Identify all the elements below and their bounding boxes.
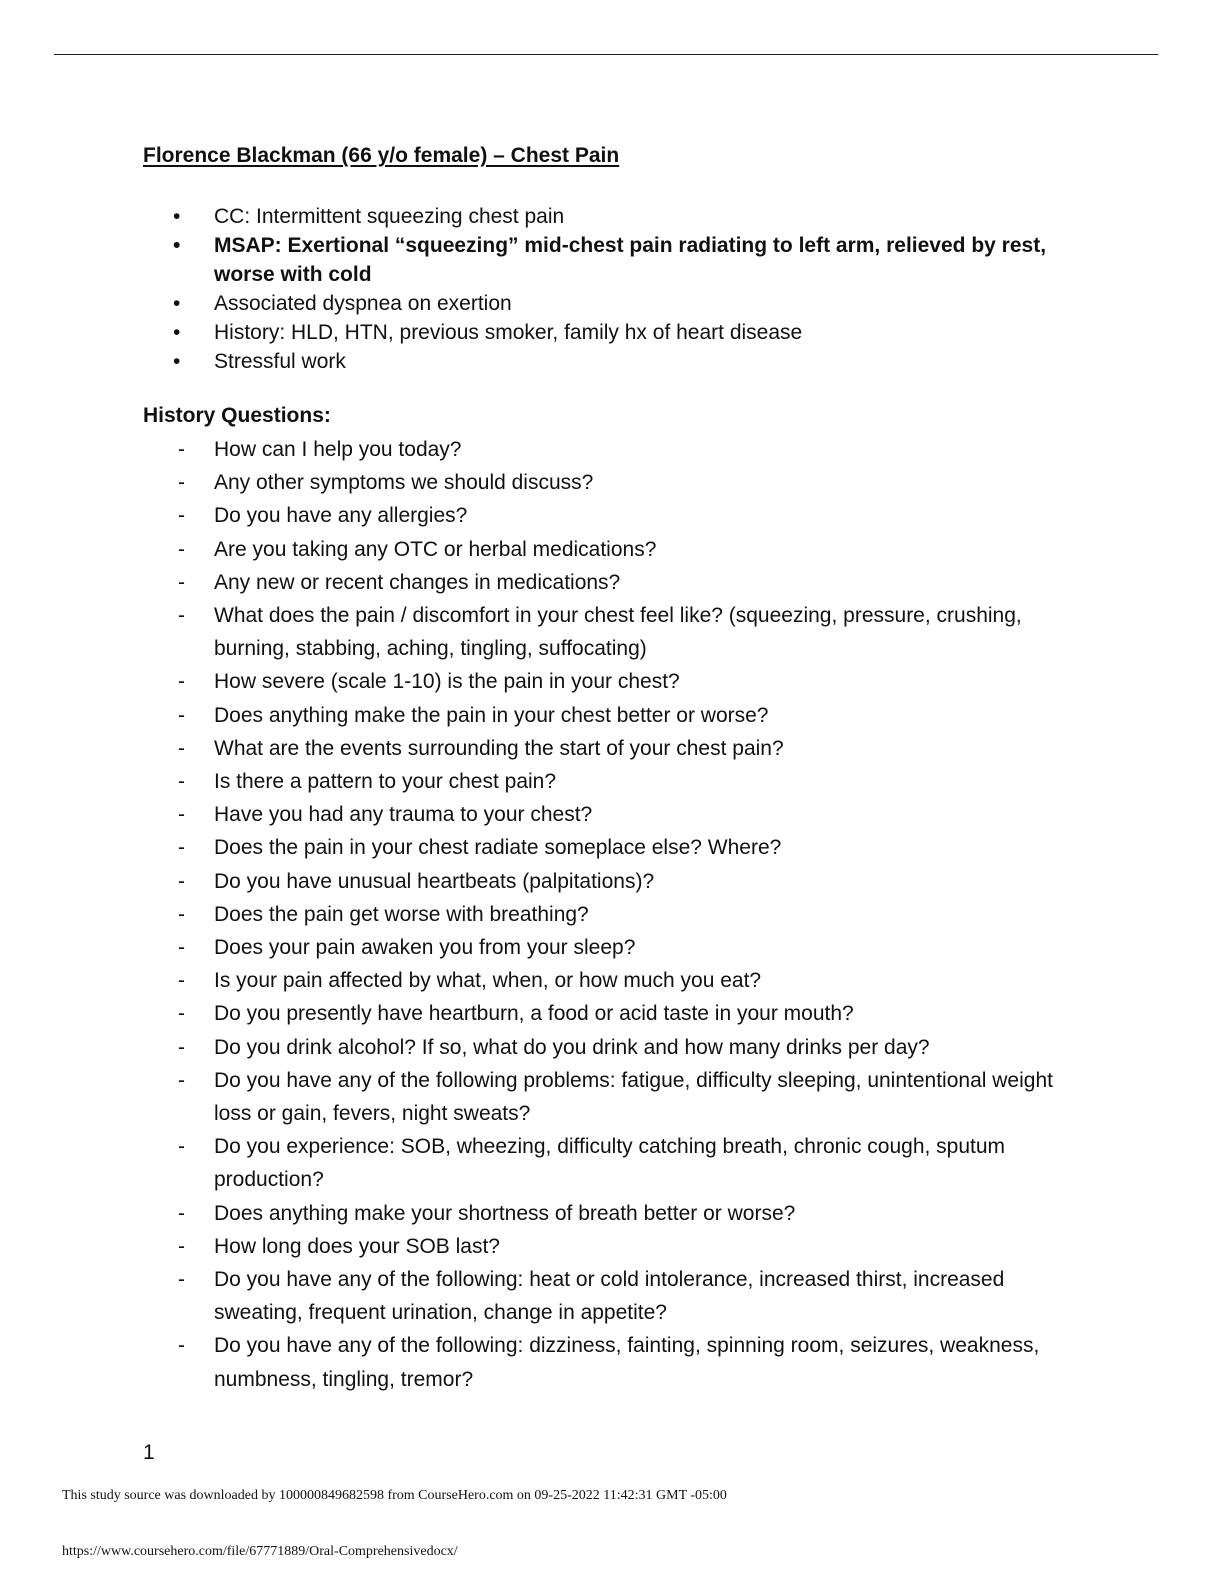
dash-bullet-icon: - bbox=[178, 1002, 185, 1026]
history-question-item bbox=[143, 665, 1073, 698]
dash-bullet-icon: - bbox=[178, 1234, 185, 1258]
history-question-item bbox=[143, 931, 1073, 964]
history-question-item bbox=[143, 865, 1073, 898]
history-question-item bbox=[143, 997, 1073, 1030]
dash-bullet-icon: - bbox=[178, 537, 185, 561]
dash-bullet-icon: - bbox=[178, 1035, 185, 1059]
bullet-icon: • bbox=[173, 350, 181, 373]
bullet-icon: • bbox=[173, 205, 181, 228]
dash-bullet-icon: - bbox=[178, 803, 185, 827]
history-question-text: Does your pain awaken you from your sleep? bbox=[214, 936, 636, 960]
dash-bullet-icon: - bbox=[178, 1334, 185, 1358]
history-question-item bbox=[143, 831, 1073, 864]
history-question-item bbox=[143, 1197, 1073, 1230]
history-question-text: How severe (scale 1-10) is the pain in your chest? bbox=[214, 670, 680, 694]
dash-bullet-icon: - bbox=[178, 736, 185, 760]
history-question-text: Does anything make your shortness of breath better or worse? bbox=[214, 1201, 796, 1225]
history-question-item bbox=[143, 898, 1073, 931]
history-question-text: Any new or recent changes in medications? bbox=[214, 570, 621, 594]
history-question-item bbox=[143, 466, 1073, 499]
dash-bullet-icon: - bbox=[178, 1068, 185, 1092]
history-question-item bbox=[143, 599, 1073, 665]
source-url[interactable]: https://www.coursehero.com/file/67771889/Oral-Comprehensivedocx/ bbox=[62, 1544, 458, 1559]
header-rule bbox=[54, 54, 1158, 55]
history-question-text: Do you have any of the following: heat or cold intolerance, increased thirst, increased sweating, frequent urination, change in appetite? bbox=[214, 1268, 1005, 1325]
dash-bullet-icon: - bbox=[178, 770, 185, 794]
dash-bullet-icon: - bbox=[178, 703, 185, 727]
dash-bullet-icon: - bbox=[178, 504, 185, 528]
history-question-text: Do you have any of the following problems: fatigue, difficulty sleeping, unintentional weight loss or gain, fevers, night sweats? bbox=[214, 1068, 1053, 1126]
summary-bullet-list bbox=[143, 202, 1063, 376]
dash-bullet-icon: - bbox=[178, 869, 185, 893]
history-question-item bbox=[143, 499, 1073, 532]
history-question-item bbox=[143, 433, 1073, 466]
history-question-item bbox=[143, 798, 1073, 831]
dash-bullet-icon: - bbox=[178, 969, 185, 993]
history-question-text: Do you experience: SOB, wheezing, difficulty catching breath, chronic cough, sputum production? bbox=[214, 1135, 1006, 1192]
history-question-item bbox=[143, 1064, 1073, 1130]
history-question-text: Is there a pattern to your chest pain? bbox=[214, 770, 557, 794]
history-question-text: What does the pain / discomfort in your chest feel like? (squeezing, pressure, crushing, burning, stabbing, aching, tingling, suffocating) bbox=[214, 604, 1022, 661]
history-question-text: What are the events surrounding the start of your chest pain? bbox=[214, 736, 784, 760]
dash-bullet-icon: - bbox=[178, 1268, 185, 1292]
bullet-icon: • bbox=[173, 292, 181, 315]
summary-bullet-text: History: HLD, HTN, previous smoker, family hx of heart disease bbox=[214, 321, 803, 344]
history-question-text: Do you drink alcohol? If so, what do you drink and how many drinks per day? bbox=[214, 1035, 930, 1059]
dash-bullet-icon: - bbox=[178, 902, 185, 926]
history-questions-heading: History Questions: bbox=[143, 404, 331, 427]
dash-bullet-icon: - bbox=[178, 570, 185, 594]
summary-bullet-text: CC: Intermittent squeezing chest pain bbox=[214, 205, 565, 228]
history-question-text: Have you had any trauma to your chest? bbox=[214, 803, 593, 827]
history-question-text: Is your pain affected by what, when, or how much you eat? bbox=[214, 969, 762, 993]
history-question-text: Do you have any of the following: dizziness, fainting, spinning room, seizures, weakness, numbness, tingling, tremor? bbox=[214, 1334, 1040, 1391]
summary-bullet-text: Stressful work bbox=[214, 350, 346, 373]
history-question-text: Does the pain get worse with breathing? bbox=[214, 902, 589, 926]
dash-bullet-icon: - bbox=[178, 836, 185, 860]
summary-bullet-text: Associated dyspnea on exertion bbox=[214, 292, 512, 315]
bullet-icon: • bbox=[173, 321, 181, 344]
dash-bullet-icon: - bbox=[178, 936, 185, 960]
history-question-item bbox=[143, 765, 1073, 798]
summary-bullet bbox=[143, 318, 1063, 347]
history-question-item bbox=[143, 1329, 1073, 1395]
summary-bullet-text: MSAP: Exertional “squeezing” mid-chest pain radiating to left arm, relieved by rest, worse with cold bbox=[214, 234, 1047, 286]
history-question-item bbox=[143, 533, 1073, 566]
history-question-item bbox=[143, 699, 1073, 732]
document-title: Florence Blackman (66 y/o female) – Chest Pain bbox=[143, 144, 620, 167]
dash-bullet-icon: - bbox=[178, 604, 185, 628]
history-question-text: How long does your SOB last? bbox=[214, 1234, 500, 1258]
dash-bullet-icon: - bbox=[178, 1201, 185, 1225]
dash-bullet-icon: - bbox=[178, 471, 185, 495]
history-question-text: How can I help you today? bbox=[214, 438, 462, 461]
history-question-text: Are you taking any OTC or herbal medications? bbox=[214, 537, 657, 561]
history-question-item bbox=[143, 1130, 1073, 1196]
dash-bullet-icon: - bbox=[178, 438, 185, 461]
summary-bullet bbox=[143, 231, 1063, 289]
dash-bullet-icon: - bbox=[178, 670, 185, 694]
history-question-text: Does anything make the pain in your chest better or worse? bbox=[214, 703, 769, 727]
download-source-notice: This study source was downloaded by 100000849682598 from CourseHero.com on 09-25-2022 11:42:31 GMT -05:00 bbox=[62, 1488, 727, 1503]
bullet-icon: • bbox=[173, 234, 181, 257]
history-question-item bbox=[143, 1230, 1073, 1263]
summary-bullet bbox=[143, 347, 1063, 376]
page-number: 1 bbox=[143, 1441, 155, 1464]
history-question-item bbox=[143, 964, 1073, 997]
history-question-text: Any other symptoms we should discuss? bbox=[214, 471, 594, 495]
summary-bullet bbox=[143, 289, 1063, 318]
history-question-text: Do you have any allergies? bbox=[214, 504, 468, 528]
history-questions-list bbox=[143, 433, 1073, 1396]
history-question-item bbox=[143, 1031, 1073, 1064]
history-question-item bbox=[143, 1263, 1073, 1329]
history-question-text: Do you presently have heartburn, a food or acid taste in your mouth? bbox=[214, 1002, 854, 1026]
history-question-item bbox=[143, 566, 1073, 599]
dash-bullet-icon: - bbox=[178, 1135, 185, 1159]
history-question-item bbox=[143, 732, 1073, 765]
summary-bullet bbox=[143, 202, 1063, 231]
history-question-text: Do you have unusual heartbeats (palpitations)? bbox=[214, 869, 655, 893]
history-question-text: Does the pain in your chest radiate someplace else? Where? bbox=[214, 836, 782, 860]
